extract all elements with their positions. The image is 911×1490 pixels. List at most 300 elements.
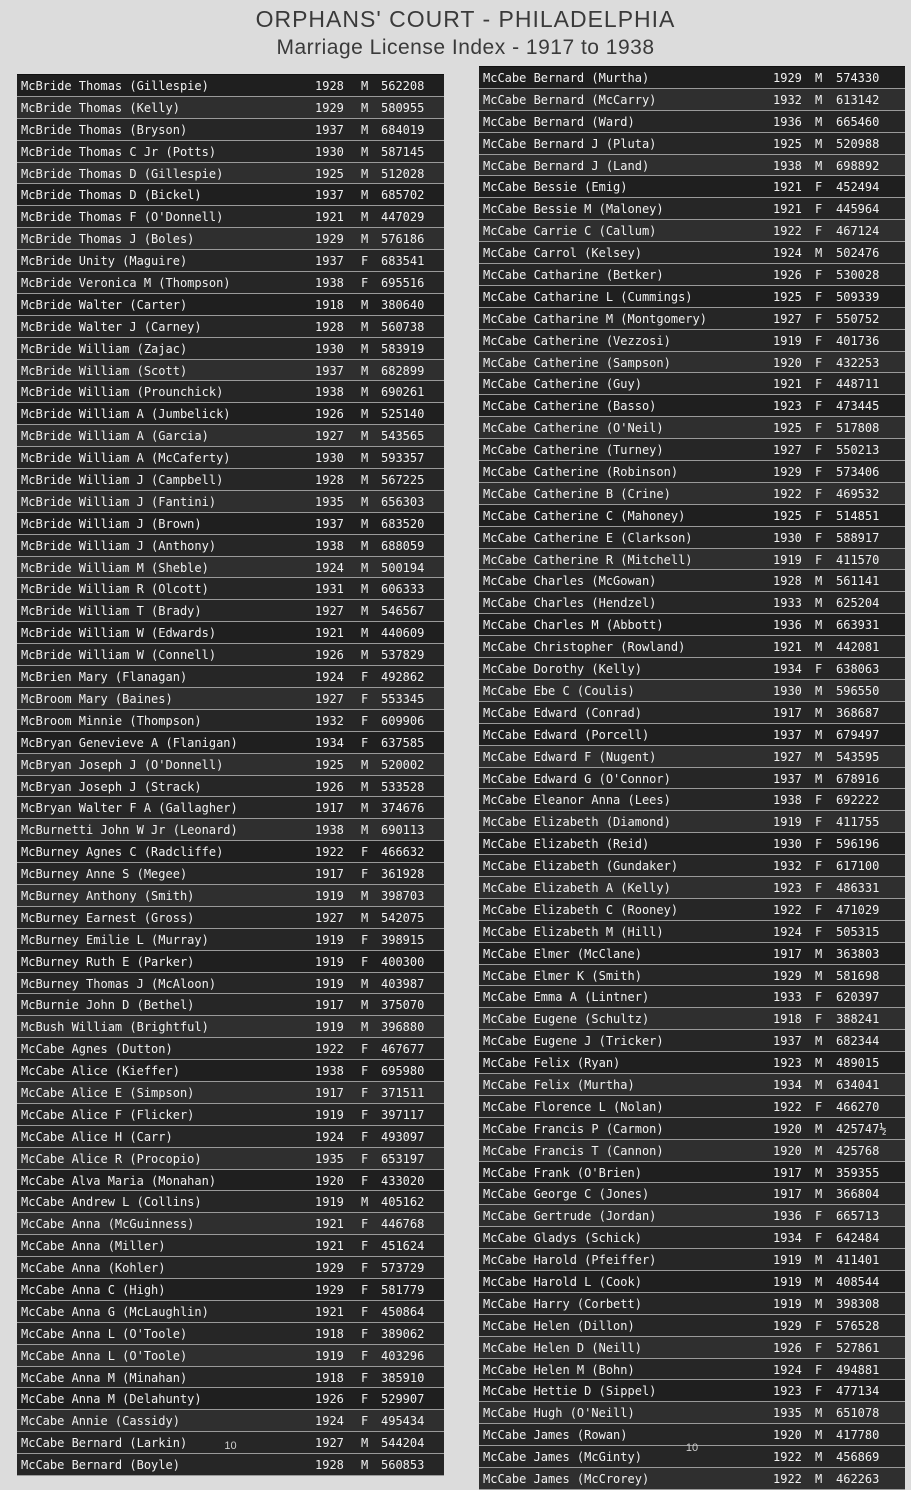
entry-license-number: 467677 [381,1042,425,1057]
entry-sex: M [361,100,369,115]
index-entry [479,570,905,592]
entry-license-number: 581779 [381,1282,425,1297]
index-entry [479,1315,905,1337]
entry-license-number: 620397 [836,990,880,1005]
entry-sex: F [361,691,369,706]
entry-sex: M [361,341,369,356]
entry-year: 1929 [315,232,344,247]
entry-sex: M [815,1143,823,1158]
entry-sex: M [361,122,369,137]
entry-year: 1926 [315,407,344,422]
entry-sex: F [815,815,823,830]
entry-name: McCabe Catherine (Sampson) [483,355,671,370]
entry-name: McCabe Eugene (Schultz) [483,1012,650,1027]
entry-license-number: 514851 [836,508,880,523]
entry-name: McCabe Edward G (O'Connor) [483,771,671,786]
entry-year: 1928 [315,1458,344,1473]
entry-license-number: 596196 [836,837,880,852]
entry-license-number: 411570 [836,552,880,567]
entry-year: 1927 [315,604,344,619]
entry-sex: F [815,289,823,304]
right-index-column [479,66,905,1486]
index-entry [17,951,444,973]
entry-license-number: 425768 [836,1143,880,1158]
entry-year: 1937 [773,771,802,786]
entry-license-number: 512028 [381,166,425,181]
index-entry [479,461,905,483]
entry-year: 1922 [315,845,344,860]
entry-year: 1926 [315,1392,344,1407]
entry-sex: M [361,1020,369,1035]
entry-license-number: 397117 [381,1107,425,1122]
entry-name: McBride William A (Garcia) [21,429,209,444]
entry-name: McCabe James (McGinty) [483,1450,642,1465]
index-entry [17,75,444,97]
index-entry [17,1038,444,1060]
entry-license-number: 433020 [381,1173,425,1188]
index-entry [17,272,444,294]
entry-name: McCabe Anna L (O'Toole) [21,1348,188,1363]
entry-sex: M [361,494,369,509]
entry-name: McCabe Catharine M (Montgomery) [483,311,707,326]
entry-year: 1919 [773,333,802,348]
entry-sex: F [361,276,369,291]
entry-name: McBride William A (McCaferty) [21,451,231,466]
entry-year: 1935 [773,1406,802,1421]
entry-license-number: 543595 [836,749,880,764]
entry-name: McCabe Bessie (Emig) [483,180,628,195]
entry-name: McBroom Minnie (Thompson) [21,713,202,728]
entry-name: McCabe Anna L (O'Toole) [21,1326,188,1341]
entry-license-number: 617100 [836,859,880,874]
entry-year: 1929 [315,1261,344,1276]
entry-year: 1934 [773,662,802,677]
entry-license-number: 448711 [836,377,880,392]
entry-license-number: 396880 [381,1020,425,1035]
entry-name: McCabe Hugh (O'Neill) [483,1406,635,1421]
entry-sex: F [815,1012,823,1027]
entry-year: 1920 [773,1143,802,1158]
entry-name: McCabe Alice F (Flicker) [21,1107,195,1122]
entry-year: 1934 [315,735,344,750]
entry-name: McCabe Anna (McGuinness) [21,1217,195,1232]
entry-year: 1921 [773,640,802,655]
index-entry [479,1380,905,1402]
entry-sex: F [815,508,823,523]
index-entry [17,797,444,819]
entry-sex: M [815,1121,823,1136]
index-entry [17,97,444,119]
index-entry [479,768,905,790]
entry-year: 1928 [315,79,344,93]
entry-year: 1938 [315,823,344,838]
entry-sex: F [815,1099,823,1114]
entry-license-number: 505315 [836,924,880,939]
entry-sex: M [361,451,369,466]
entry-license-number: 678916 [836,771,880,786]
entry-sex: F [361,845,369,860]
entry-sex: F [361,1261,369,1276]
index-entry [479,1402,905,1424]
entry-year: 1925 [773,421,802,436]
index-entry [17,885,444,907]
entry-name: McCabe Frank (O'Brien) [483,1165,642,1180]
entry-name: McBurnetti John W Jr (Leonard) [21,823,238,838]
entry-license-number: 684019 [381,122,425,137]
entry-sex: F [815,924,823,939]
entry-name: McBurney Agnes C (Radcliffe) [21,845,224,860]
index-entry [479,549,905,571]
entry-license-number: 432253 [836,355,880,370]
entry-sex: M [815,640,823,655]
entry-name: McBride Thomas (Kelly) [21,100,180,115]
entry-year: 1937 [315,363,344,378]
entry-sex: F [815,355,823,370]
entry-license-number: 408544 [836,1274,880,1289]
entry-license-number: 456869 [836,1450,880,1465]
entry-year: 1921 [315,210,344,225]
entry-license-number: 500194 [381,560,425,575]
entry-name: McBride Walter J (Carney) [21,319,202,334]
entry-year: 1920 [315,1173,344,1188]
entry-sex: M [361,363,369,378]
index-entry [479,855,905,877]
entry-sex: M [815,683,823,698]
entry-license-number: 385910 [381,1370,425,1385]
entry-name: McCabe Bernard (McCarry) [483,92,657,107]
index-entry [479,1468,905,1490]
index-entry [17,578,444,600]
entry-license-number: 576528 [836,1318,880,1333]
entry-sex: M [815,1034,823,1049]
entry-license-number: 375070 [381,998,425,1013]
entry-year: 1930 [773,530,802,545]
entry-name: McCabe Felix (Murtha) [483,1077,635,1092]
entry-name: McCabe Catherine (Robinson) [483,465,679,480]
entry-sex: M [815,1274,823,1289]
entry-sex: M [815,1165,823,1180]
entry-license-number: 403987 [381,976,425,991]
entry-sex: M [361,604,369,619]
entry-name: McCabe Harold (Pfeiffer) [483,1253,657,1268]
entry-year: 1937 [773,727,802,742]
entry-name: McBride William (Zajac) [21,341,188,356]
entry-license-number: 380640 [381,297,425,312]
entry-name: McCabe Anna M (Delahunty) [21,1392,202,1407]
index-entry [17,776,444,798]
entry-year: 1919 [315,1348,344,1363]
entry-year: 1938 [315,538,344,553]
entry-name: McBride Thomas D (Bickel) [21,188,202,203]
entry-name: McBride William A (Jumbelick) [21,407,231,422]
entry-license-number: 695516 [381,276,425,291]
entry-name: McCabe Catherine (O'Neil) [483,421,664,436]
entry-name: McCabe Bernard (Larkin) [21,1436,188,1451]
entry-name: McCabe Catherine (Guy) [483,377,642,392]
entry-sex: F [815,859,823,874]
entry-sex: F [815,268,823,283]
entry-year: 1921 [773,180,802,195]
index-entry [17,644,444,666]
entry-name: McCabe Andrew L (Collins) [21,1195,202,1210]
index-entry [479,330,905,352]
entry-year: 1922 [773,486,802,501]
entry-year: 1933 [773,990,802,1005]
entry-year: 1919 [773,815,802,830]
index-entry [17,1082,444,1104]
entry-sex: M [361,998,369,1013]
index-entry [17,294,444,316]
entry-sex: M [361,823,369,838]
entry-license-number: 445964 [836,202,880,217]
index-entry [17,447,444,469]
entry-license-number: 546567 [381,604,425,619]
index-entry [17,425,444,447]
entry-year: 1918 [773,1012,802,1027]
index-entry [17,1388,444,1410]
page-number-right: 10 [685,1442,699,1454]
entry-year: 1930 [315,144,344,159]
index-entry [479,133,905,155]
entry-year: 1921 [773,377,802,392]
entry-name: McBride William R (Olcott) [21,582,209,597]
entry-name: McCabe Alva Maria (Monahan) [21,1173,217,1188]
entry-year: 1922 [773,902,802,917]
entry-year: 1928 [773,574,802,589]
entry-license-number: 374676 [381,801,425,816]
entry-license-number: 576186 [381,232,425,247]
entry-year: 1934 [773,1231,802,1246]
entry-name: McBride Thomas F (O'Donnell) [21,210,224,225]
entry-license-number: 450864 [381,1304,425,1319]
entry-name: McCabe Annie (Cassidy) [21,1414,180,1429]
entry-year: 1930 [315,341,344,356]
entry-name: McCabe Felix (Ryan) [483,1056,621,1071]
index-entry [17,1060,444,1082]
entry-sex: F [361,1042,369,1057]
index-entry [479,1008,905,1030]
entry-sex: F [815,202,823,217]
entry-sex: M [361,429,369,444]
entry-sex: M [361,79,369,93]
entry-year: 1919 [773,1274,802,1289]
entry-license-number: 683520 [381,516,425,531]
index-entry [17,666,444,688]
entry-license-number: 653197 [381,1151,425,1166]
index-entry [17,141,444,163]
entry-license-number: 580955 [381,100,425,115]
entry-license-number: 698892 [836,158,880,173]
entry-sex: M [815,618,823,633]
entry-name: McCabe Francis P (Carmon) [483,1121,664,1136]
entry-year: 1918 [315,1326,344,1341]
entry-name: McCabe Elmer K (Smith) [483,968,642,983]
entry-sex: F [361,867,369,882]
entry-license-number: 520988 [836,136,880,151]
entry-name: McCabe Bernard J (Land) [483,158,650,173]
index-entry [479,680,905,702]
entry-year: 1919 [315,888,344,903]
entry-license-number: 361928 [381,867,425,882]
entry-sex: F [361,1173,369,1188]
entry-name: McBroom Mary (Baines) [21,691,173,706]
entry-name: McCabe Edward F (Nugent) [483,749,657,764]
entry-year: 1923 [773,399,802,414]
entry-year: 1925 [315,757,344,772]
index-entry [479,111,905,133]
entry-name: McCabe Catherine R (Mitchell) [483,552,693,567]
entry-license-number: 625204 [836,596,880,611]
entry-license-number: 550752 [836,311,880,326]
entry-sex: M [361,232,369,247]
entry-sex: F [361,1392,369,1407]
index-entry [17,1279,444,1301]
entry-sex: F [361,1239,369,1254]
index-entry [17,710,444,732]
entry-license-number: 533528 [381,779,425,794]
entry-year: 1938 [315,385,344,400]
entry-license-number: 530028 [836,268,880,283]
entry-name: McCabe Eugene J (Tricker) [483,1034,664,1049]
index-entry [479,220,905,242]
entry-name: McCabe Elizabeth C (Rooney) [483,902,679,917]
entry-license-number: 583919 [381,341,425,356]
entry-name: McCabe Edward (Porcell) [483,727,650,742]
entry-year: 1926 [773,268,802,283]
entry-sex: M [361,910,369,925]
index-entry [17,1104,444,1126]
entry-name: McCabe Helen D (Neill) [483,1340,642,1355]
entry-license-number: 682344 [836,1034,880,1049]
entry-year: 1922 [773,224,802,239]
entry-year: 1923 [773,880,802,895]
entry-sex: F [815,443,823,458]
entry-year: 1923 [773,1384,802,1399]
entry-sex: M [815,574,823,589]
entry-license-number: 665460 [836,114,880,129]
index-entry [479,1096,905,1118]
entry-license-number: 477134 [836,1384,880,1399]
entry-name: McCabe Emma A (Lintner) [483,990,650,1005]
entry-sex: F [361,954,369,969]
index-entry [479,724,905,746]
entry-year: 1927 [315,1436,344,1451]
entry-license-number: 442081 [836,640,880,655]
entry-license-number: 588917 [836,530,880,545]
entry-year: 1917 [773,1165,802,1180]
entry-year: 1937 [315,516,344,531]
entry-sex: F [815,837,823,852]
entry-year: 1927 [315,691,344,706]
entry-sex: F [815,902,823,917]
entry-sex: M [361,516,369,531]
entry-name: McCabe Helen M (Bohn) [483,1362,635,1377]
entry-year: 1917 [315,1085,344,1100]
entry-year: 1936 [773,114,802,129]
entry-sex: F [361,1151,369,1166]
entry-year: 1938 [773,793,802,808]
index-entry [479,811,905,833]
entry-year: 1921 [315,626,344,641]
entry-license-number: 562208 [381,79,425,93]
entry-name: McBride Thomas D (Gillespie) [21,166,224,181]
entry-sex: M [361,626,369,641]
entry-year: 1937 [773,1034,802,1049]
entry-license-number: 493097 [381,1129,425,1144]
index-entry [479,176,905,198]
entry-sex: M [815,705,823,720]
index-entry [17,819,444,841]
entry-name: McCabe Anna C (High) [21,1282,166,1297]
index-entry [479,1162,905,1184]
entry-name: McBride William W (Connell) [21,648,217,663]
entry-sex: F [815,793,823,808]
entry-name: McCabe Bernard (Murtha) [483,71,650,85]
entry-name: McBride William J (Fantini) [21,494,217,509]
entry-year: 1920 [773,1121,802,1136]
entry-name: McBrien Mary (Flanagan) [21,670,188,685]
index-entry [479,636,905,658]
entry-license-number: 417780 [836,1428,880,1443]
entry-name: McCabe Charles M (Abbott) [483,618,664,633]
entry-year: 1927 [773,443,802,458]
entry-license-number: 527861 [836,1340,880,1355]
entry-year: 1929 [315,1282,344,1297]
entry-license-number: 462263 [836,1472,880,1486]
index-entry [479,1030,905,1052]
entry-name: McCabe Catharine L (Cummings) [483,289,693,304]
entry-name: McCabe Catherine E (Clarkson) [483,530,693,545]
entry-license-number: 560853 [381,1458,425,1473]
index-entry [17,1213,444,1235]
entry-year: 1924 [773,924,802,939]
entry-year: 1925 [315,166,344,181]
entry-name: McBride William W (Edwards) [21,626,217,641]
index-entry [479,67,905,89]
entry-license-number: 679497 [836,727,880,742]
entry-name: McBride William (Prounchick) [21,385,224,400]
index-entry [17,1148,444,1170]
entry-year: 1924 [773,1362,802,1377]
entry-sex: M [815,246,823,261]
entry-license-number: 520002 [381,757,425,772]
index-entry [17,228,444,250]
index-entry [479,965,905,987]
entry-license-number: 509339 [836,289,880,304]
entry-license-number: 452494 [836,180,880,195]
entry-name: McBurney Anne S (Megee) [21,867,188,882]
entry-license-number: 366804 [836,1187,880,1202]
entry-year: 1933 [773,596,802,611]
index-entry [17,1126,444,1148]
entry-name: McCabe Helen (Dillon) [483,1318,635,1333]
entry-sex: M [361,166,369,181]
entry-sex: F [815,880,823,895]
entry-year: 1926 [315,779,344,794]
index-entry [479,1249,905,1271]
index-entry [479,1118,905,1140]
index-entry [17,1410,444,1432]
entry-name: McCabe Elizabeth A (Kelly) [483,880,671,895]
entry-sex: M [361,385,369,400]
entry-license-number: 543565 [381,429,425,444]
entry-name: McBride William (Scott) [21,363,188,378]
entry-license-number: 542075 [381,910,425,925]
entry-year: 1922 [773,1450,802,1465]
entry-license-number: 651078 [836,1406,880,1421]
entry-year: 1931 [315,582,344,597]
entry-sex: F [361,254,369,269]
